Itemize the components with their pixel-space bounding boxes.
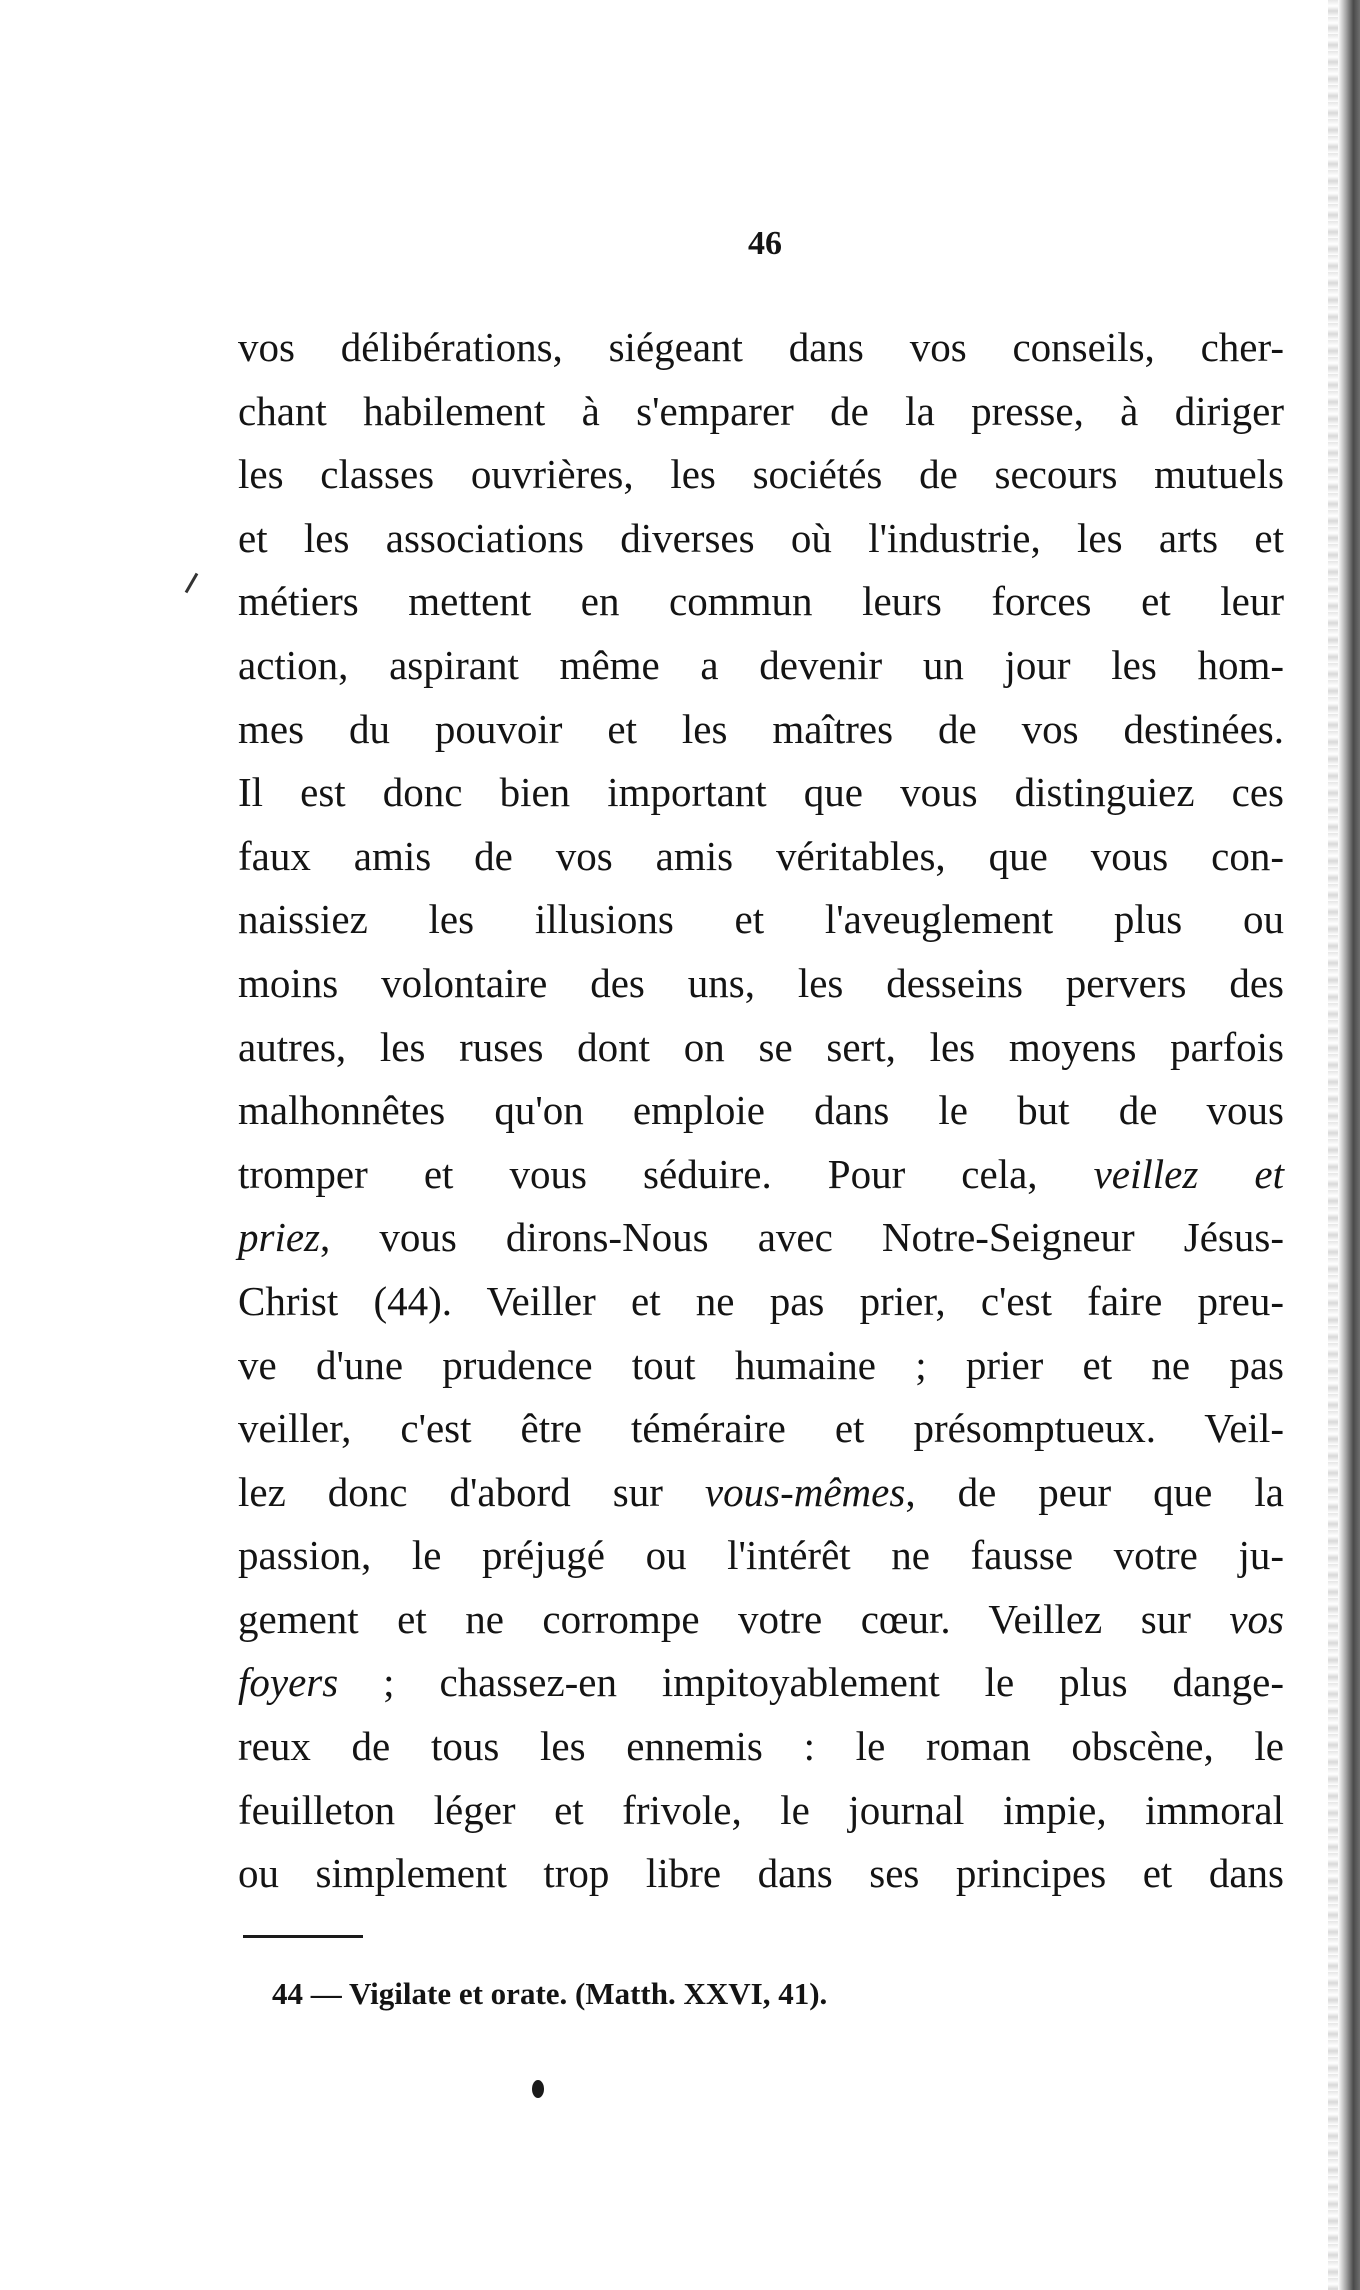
text-line: les classes ouvrières, les sociétés de secours mutuels bbox=[238, 451, 1284, 498]
footnote-rule bbox=[243, 1935, 363, 1938]
text-line bbox=[238, 1143, 1284, 1207]
text-line bbox=[238, 1461, 1284, 1525]
italic-run: vous-mêmes bbox=[704, 1468, 906, 1515]
text-run: tromper et vous séduire. Pour cela, bbox=[238, 1150, 1094, 1197]
text-line bbox=[238, 1588, 1284, 1652]
text-line: autres, les ruses dont on se sert, les moyens parfois bbox=[238, 1023, 1284, 1070]
text-line: malhonnêtes qu'on emploie dans le but de vous bbox=[238, 1087, 1284, 1134]
text-line: action, aspirant même a devenir un jour les hom- bbox=[238, 641, 1284, 688]
margin-mark bbox=[185, 573, 199, 594]
text-line: chant habilement à s'emparer de la presse, à diriger bbox=[238, 387, 1284, 434]
page-edge bbox=[1338, 0, 1360, 2290]
text-line: faux amis de vos amis véritables, que vous con- bbox=[238, 832, 1284, 879]
text-line: mes du pouvoir et les maîtres de vos destinées. bbox=[238, 705, 1284, 752]
ink-spot bbox=[532, 2080, 544, 2098]
italic-run: foyers bbox=[238, 1659, 339, 1706]
page-edge-shadow bbox=[1328, 0, 1338, 2290]
italic-run: vos bbox=[1229, 1595, 1284, 1642]
italic-run: priez bbox=[238, 1214, 320, 1261]
text-line: veiller, c'est être téméraire et présomptueux. Veil- bbox=[238, 1405, 1284, 1452]
text-line: moins volontaire des uns, les desseins pervers des bbox=[238, 959, 1284, 1006]
text-line: naissiez les illusions et l'aveuglement plus ou bbox=[238, 896, 1284, 943]
body-text bbox=[238, 316, 1284, 1906]
text-line: Il est donc bien important que vous distinguiez ces bbox=[238, 769, 1284, 816]
text-line bbox=[238, 1206, 1284, 1270]
text-line: métiers mettent en commun leurs forces et leur bbox=[238, 578, 1284, 625]
text-run: lez donc d'abord sur bbox=[238, 1468, 705, 1515]
text-line: Christ (44). Veiller et ne pas prier, c'est faire preu- bbox=[238, 1277, 1284, 1324]
text-line: ve d'une prudence tout humaine ; prier et ne pas bbox=[238, 1341, 1284, 1388]
italic-run: veillez et bbox=[1093, 1150, 1284, 1197]
text-line: et les associations diverses où l'industrie, les arts et bbox=[238, 514, 1284, 561]
text-line: vos délibérations, siégeant dans vos conseils, cher- bbox=[238, 324, 1284, 370]
text-run: ; chassez-en impitoyablement le plus dange- bbox=[338, 1659, 1284, 1706]
text-line: feuilleton léger et frivole, le journal impie, immoral bbox=[238, 1786, 1284, 1833]
text-line: reux de tous les ennemis : le roman obscène, le bbox=[238, 1723, 1284, 1770]
text-run: , vous dirons-Nous avec Notre-Seigneur Jésus- bbox=[320, 1214, 1284, 1261]
footnote: 44 — Vigilate et orate. (Matth. XXVI, 41). bbox=[272, 1976, 828, 2011]
text-run: gement et ne corrompe votre cœur. Veillez sur bbox=[238, 1595, 1230, 1642]
text-line bbox=[238, 1651, 1284, 1715]
text-run: , de peur que la bbox=[905, 1468, 1284, 1515]
page-number: 46 bbox=[748, 225, 782, 262]
text-line: passion, le préjugé ou l'intérêt ne fausse votre ju- bbox=[238, 1532, 1284, 1579]
text-line: ou simplement trop libre dans ses principes et dans bbox=[238, 1850, 1284, 1897]
